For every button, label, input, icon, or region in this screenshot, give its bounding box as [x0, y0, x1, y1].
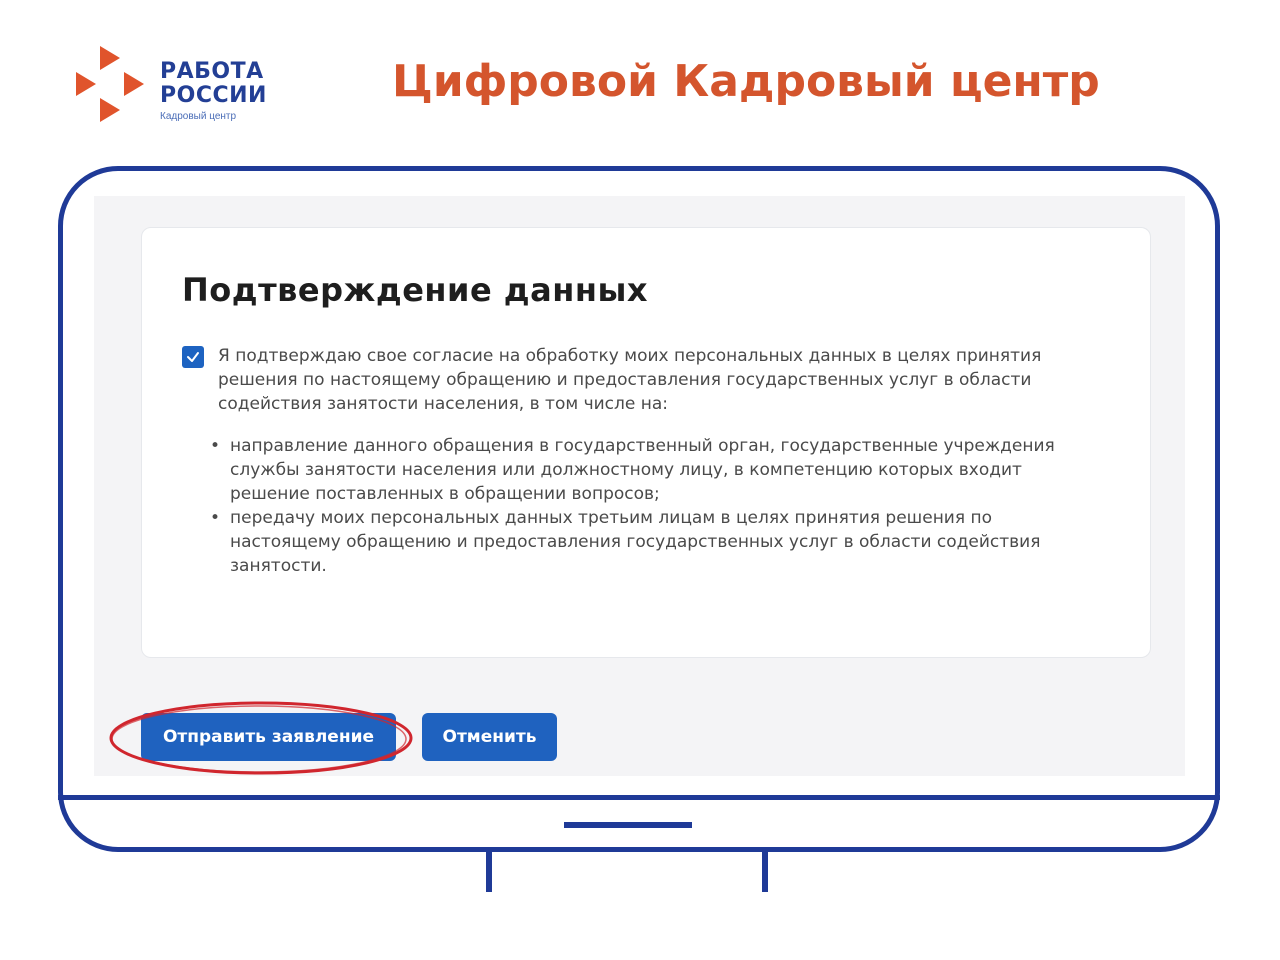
monitor-bezel-line	[58, 795, 1220, 800]
consent-list-item	[210, 506, 1080, 578]
cancel-button[interactable]: Отменить	[422, 713, 557, 761]
logo-subtitle: Кадровый центр	[160, 111, 237, 122]
logo-mark-icon	[70, 44, 152, 126]
card-title: Подтверждение данных	[182, 271, 649, 309]
submit-application-button[interactable]: Отправить заявление	[141, 713, 396, 761]
logo-line-2: РОССИИ	[160, 83, 267, 108]
monitor-leg-right	[762, 852, 768, 892]
consent-text: Я подтверждаю свое согласие на обработку моих персональных данных в целях принятия решения по настоящему обращению и предоставления государственных услуг в области содействия занятости населения, в том числе на:	[218, 346, 1042, 414]
logo-line-1: РАБОТА	[160, 59, 264, 84]
consent-list	[210, 434, 1080, 578]
logo-text	[160, 60, 267, 122]
consent-item-text: передачу моих персональных данных третьим лицам в целях принятия решения по настоящему обращению и предоставления государственных услуг в области содействия занятости.	[230, 508, 1041, 576]
checkmark-icon	[186, 350, 200, 364]
bullet-icon: •	[210, 436, 221, 456]
consent-list-item	[210, 434, 1080, 506]
consent-checkbox[interactable]	[182, 346, 204, 368]
bullet-icon: •	[210, 508, 221, 528]
page-title: Цифровой Кадровый центр	[392, 56, 1100, 107]
confirmation-card	[141, 227, 1151, 658]
monitor-leg-left	[486, 852, 492, 892]
rabota-rossii-logo	[70, 44, 300, 128]
screen	[94, 196, 1185, 776]
consent-item-text: направление данного обращения в государственный орган, государственные учреждения службы занятости населения или должностному лицу, в компетенцию которых входит решение поставленных в обращении вопросов;	[230, 436, 1055, 504]
monitor-slot	[564, 822, 692, 828]
